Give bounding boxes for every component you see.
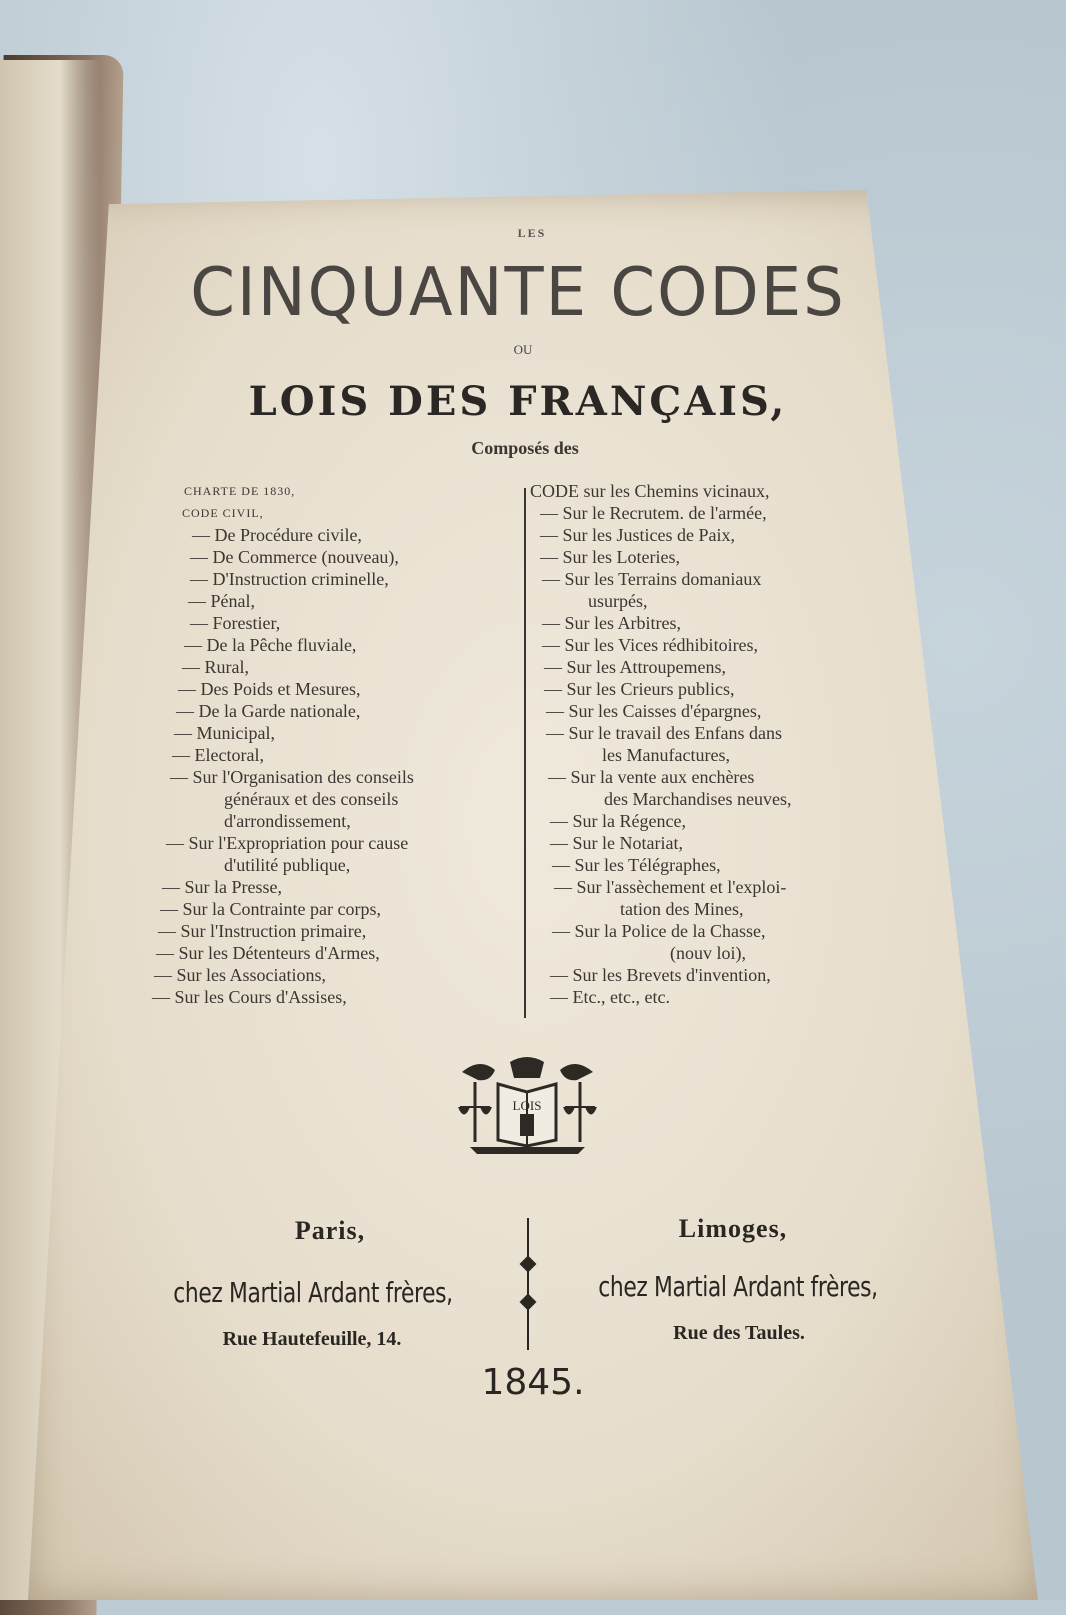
code-list-item-text: — De Procédure civile, xyxy=(192,525,362,545)
code-list-item xyxy=(140,590,520,612)
code-list-item-text: — De la Garde nationale, xyxy=(176,701,361,721)
code-list-item-text: — Sur l'Instruction primaire, xyxy=(158,921,367,941)
code-list-item xyxy=(530,788,910,810)
code-list-item-text: généraux et des conseils xyxy=(224,789,399,809)
code-list-item-text: — Municipal, xyxy=(174,723,275,743)
code-list-item xyxy=(140,722,520,744)
code-list-item-text: — Rural, xyxy=(182,657,249,677)
code-list-item-text: CHARTE DE 1830, xyxy=(184,484,296,498)
book-title: CINQUANTE CODES xyxy=(190,254,846,332)
composes-label: Composés des xyxy=(471,438,579,458)
code-list-item-text: — Des Poids et Mesures, xyxy=(178,679,361,699)
code-list-item xyxy=(140,546,520,568)
code-list-item-text: — Pénal, xyxy=(188,591,255,611)
code-list-item xyxy=(140,480,520,502)
codes-list-left xyxy=(140,480,520,1008)
code-list-item xyxy=(530,678,910,700)
code-list-item xyxy=(140,634,520,656)
code-list-item-text: — Sur les Brevets d'invention, xyxy=(550,965,771,985)
code-list-item xyxy=(140,612,520,634)
code-list-item-text: d'utilité publique, xyxy=(224,855,351,875)
code-list-item-text: — Sur l'assèchement et l'exploi- xyxy=(554,877,787,897)
code-list-item-text: — Sur l'Organisation des conseils xyxy=(170,767,414,787)
code-list-item xyxy=(140,854,520,876)
code-list-item xyxy=(140,920,520,942)
code-list-item-text: — Sur le travail des Enfans dans xyxy=(546,723,782,743)
code-list-item xyxy=(530,502,910,524)
law-book-emblem xyxy=(450,1052,605,1162)
code-list-item-text: — D'Instruction criminelle, xyxy=(190,569,389,589)
code-list-item-text: — Sur les Associations, xyxy=(154,965,327,985)
code-list-item xyxy=(140,986,520,1008)
column-divider xyxy=(524,488,526,1018)
code-list-item xyxy=(530,656,910,678)
code-list-item xyxy=(530,700,910,722)
code-list-item-text: d'arrondissement, xyxy=(224,811,351,831)
code-list-item xyxy=(530,876,910,898)
code-list-item xyxy=(140,788,520,810)
code-list-item-text: — Sur la vente aux enchères xyxy=(548,767,755,787)
imprint-left-city: Paris, xyxy=(294,1216,366,1245)
code-list-item xyxy=(140,810,520,832)
code-list-item xyxy=(530,942,910,964)
code-list-item xyxy=(140,898,520,920)
code-list-item-text: — Sur les Télégraphes, xyxy=(552,855,721,875)
code-list-item xyxy=(530,546,910,568)
publication-year: 1845. xyxy=(481,1362,585,1403)
code-list-item xyxy=(530,480,910,502)
codes-list-right xyxy=(530,480,910,1008)
book-subtitle: LOIS DES FRANÇAIS, xyxy=(248,378,788,425)
code-list-item-text: — Electoral, xyxy=(172,745,264,765)
code-list-item-text: les Manufactures, xyxy=(602,745,730,765)
code-list-item xyxy=(530,986,910,1008)
code-list-item-text: — Sur les Arbitres, xyxy=(542,613,681,633)
code-list-item-text: — Sur le Recrutem. de l'armée, xyxy=(540,503,767,523)
code-list-item-text: des Marchandises neuves, xyxy=(604,789,792,809)
code-list-item-text: — Sur l'Expropriation pour cause xyxy=(166,833,409,853)
code-list-item xyxy=(140,700,520,722)
code-list-item-text: — Sur les Crieurs publics, xyxy=(544,679,735,699)
imprint-right-city: Limoges, xyxy=(678,1214,788,1243)
code-list-item-text: — De Commerce (nouveau), xyxy=(190,547,399,567)
code-list-item-text: — Sur les Détenteurs d'Armes, xyxy=(156,943,380,963)
code-list-item xyxy=(530,854,910,876)
code-list-item-text: — Forestier, xyxy=(190,613,281,633)
code-list-item-text: — Sur la Presse, xyxy=(162,877,282,897)
code-list-item xyxy=(140,568,520,590)
code-list-item xyxy=(140,524,520,546)
code-list-item-text: — Sur les Caisses d'épargnes, xyxy=(546,701,762,721)
code-list-item xyxy=(530,524,910,546)
code-list-item xyxy=(530,568,910,590)
code-list-item xyxy=(530,766,910,788)
code-list-item xyxy=(530,612,910,634)
code-list-item xyxy=(530,898,910,920)
code-list-item-text: — Etc., etc., etc. xyxy=(550,987,670,1007)
code-list-item-text: CODE CIVIL, xyxy=(182,506,264,520)
emblem-label: LOIS xyxy=(512,1098,542,1113)
code-list-item-text: CODE sur les Chemins vicinaux, xyxy=(530,481,770,501)
code-list-item xyxy=(140,876,520,898)
imprint-right-street: Rue des Taules. xyxy=(673,1322,805,1344)
code-list-item xyxy=(530,744,910,766)
title-conjunction: OU xyxy=(513,342,533,357)
code-list-item-text: usurpés, xyxy=(588,591,648,611)
code-list-item xyxy=(530,964,910,986)
code-list-item-text: — Sur la Contrainte par corps, xyxy=(160,899,381,919)
code-list-item xyxy=(530,920,910,942)
code-list-item xyxy=(140,744,520,766)
code-list-item xyxy=(530,634,910,656)
code-list-item xyxy=(140,678,520,700)
code-list-item-text: — De la Pêche fluviale, xyxy=(184,635,357,655)
code-list-item-text: — Sur la Police de la Chasse, xyxy=(552,921,766,941)
code-list-item-text: — Sur les Cours d'Assises, xyxy=(152,987,347,1007)
code-list-item xyxy=(140,964,520,986)
title-article: LES xyxy=(517,226,547,240)
code-list-item-text: (nouv loi), xyxy=(670,943,746,963)
code-list-item xyxy=(530,590,910,612)
code-list-item xyxy=(140,656,520,678)
code-list-item xyxy=(530,832,910,854)
code-list-item xyxy=(530,810,910,832)
imprint-divider xyxy=(527,1218,529,1350)
code-list-item-text: tation des Mines, xyxy=(620,899,744,919)
code-list-item-text: — Sur le Notariat, xyxy=(550,833,683,853)
code-list-item xyxy=(140,502,520,524)
code-list-item-text: — Sur les Loteries, xyxy=(540,547,680,567)
code-list-item xyxy=(140,942,520,964)
code-list-item-text: — Sur les Vices rédhibitoires, xyxy=(542,635,759,655)
code-list-item xyxy=(140,832,520,854)
code-list-item-text: — Sur les Attroupemens, xyxy=(544,657,726,677)
code-list-item-text: — Sur la Régence, xyxy=(550,811,686,831)
imprint-right-publisher: chez Martial Ardant frères, xyxy=(598,1270,878,1303)
code-list-item xyxy=(530,722,910,744)
code-list-item-text: — Sur les Terrains domaniaux xyxy=(542,569,762,589)
code-list-item xyxy=(140,766,520,788)
code-list-item-text: — Sur les Justices de Paix, xyxy=(540,525,735,545)
imprint-left-street: Rue Hautefeuille, 14. xyxy=(222,1328,402,1350)
imprint-left-publisher: chez Martial Ardant frères, xyxy=(173,1276,453,1309)
